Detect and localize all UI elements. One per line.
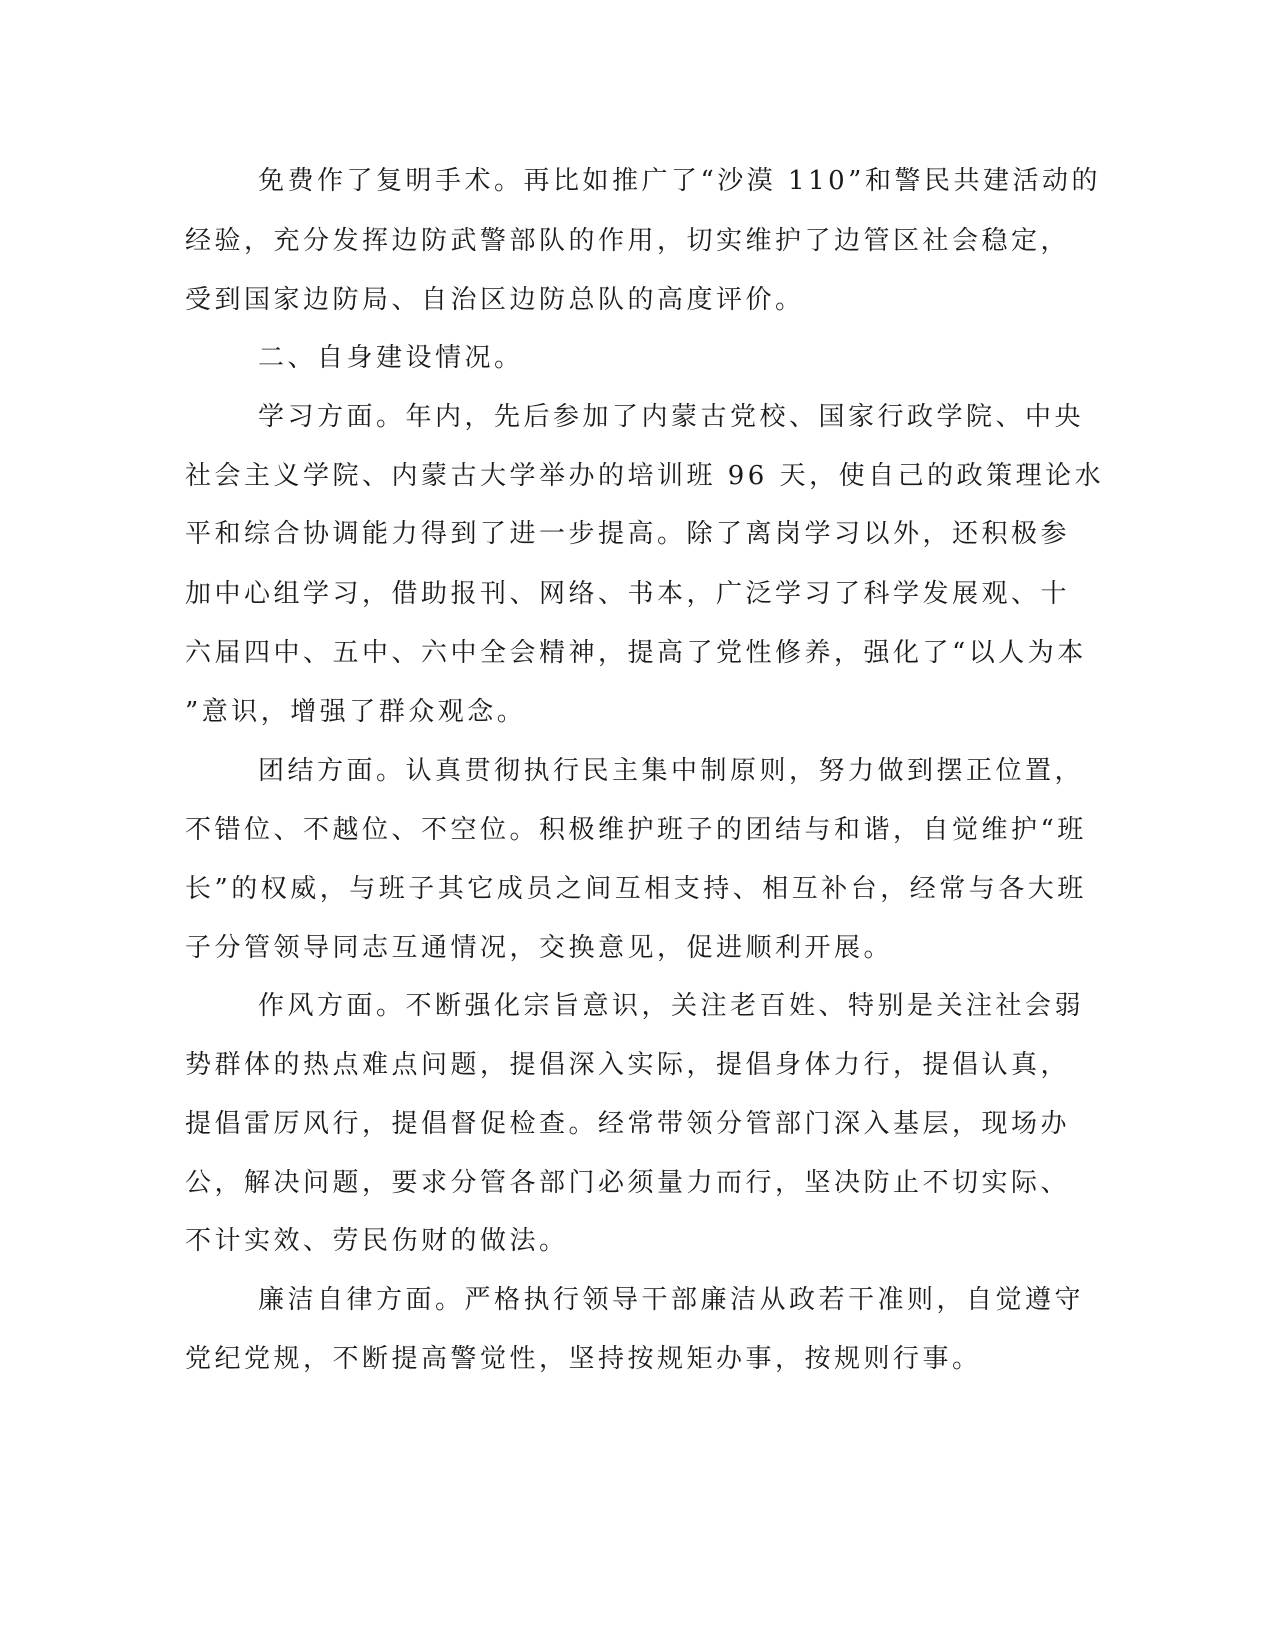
paragraph-line: 平和综合协调能力得到了进一步提高。除了离岗学习以外，还积极参 (185, 519, 1071, 549)
paragraph-line: 作风方面。不断强化宗旨意识，关注老百姓、特别是关注社会弱 (258, 991, 1085, 1021)
paragraph-line: 受到国家边防局、自治区边防总队的高度评价。 (185, 285, 805, 315)
paragraph-line: 学习方面。年内，先后参加了内蒙古党校、国家行政学院、中央 (258, 402, 1085, 432)
paragraph-line: 六届四中、五中、六中全会精神，提高了党性修养，强化了“以人为本 (185, 638, 1087, 668)
paragraph-line: 公，解决问题，要求分管各部门必须量力而行，坚决防止不切实际、 (185, 1168, 1071, 1198)
paragraph-line: 提倡雷厉风行，提倡督促检查。经常带领分管部门深入基层，现场办 (185, 1109, 1071, 1139)
paragraph-line: 廉洁自律方面。严格执行领导干部廉洁从政若干准则，自觉遵守 (258, 1285, 1085, 1315)
paragraph-line: 子分管领导同志互通情况，交换意见，促进顺利开展。 (185, 933, 894, 963)
paragraph-line: 长”的权威，与班子其它成员之间互相支持、相互补台，经常与各大班 (185, 874, 1087, 904)
section-heading: 二、自身建设情况。 (258, 343, 524, 373)
paragraph-line: 不错位、不越位、不空位。积极维护班子的团结与和谐，自觉维护“班 (185, 815, 1087, 845)
paragraph-line: 不计实效、劳民伤财的做法。 (185, 1226, 569, 1256)
paragraph-line: 免费作了复明手术。再比如推广了“沙漠 110”和警民共建活动的 (258, 166, 1101, 196)
paragraph-line: 经验，充分发挥边防武警部队的作用，切实维护了边管区社会稳定， (185, 226, 1071, 256)
paragraph-line: 加中心组学习，借助报刊、网络、书本，广泛学习了科学发展观、十 (185, 579, 1071, 609)
paragraph-line: ”意识，增强了群众观念。 (185, 697, 527, 727)
paragraph-line: 团结方面。认真贯彻执行民主集中制原则，努力做到摆正位置， (258, 756, 1085, 786)
paragraph-line: 社会主义学院、内蒙古大学举办的培训班 96 天，使自己的政策理论水 (185, 461, 1105, 491)
paragraph-line: 势群体的热点难点问题，提倡深入实际，提倡身体力行，提倡认真， (185, 1050, 1071, 1080)
paragraph-line: 党纪党规，不断提高警觉性，坚持按规矩办事，按规则行事。 (185, 1344, 982, 1374)
